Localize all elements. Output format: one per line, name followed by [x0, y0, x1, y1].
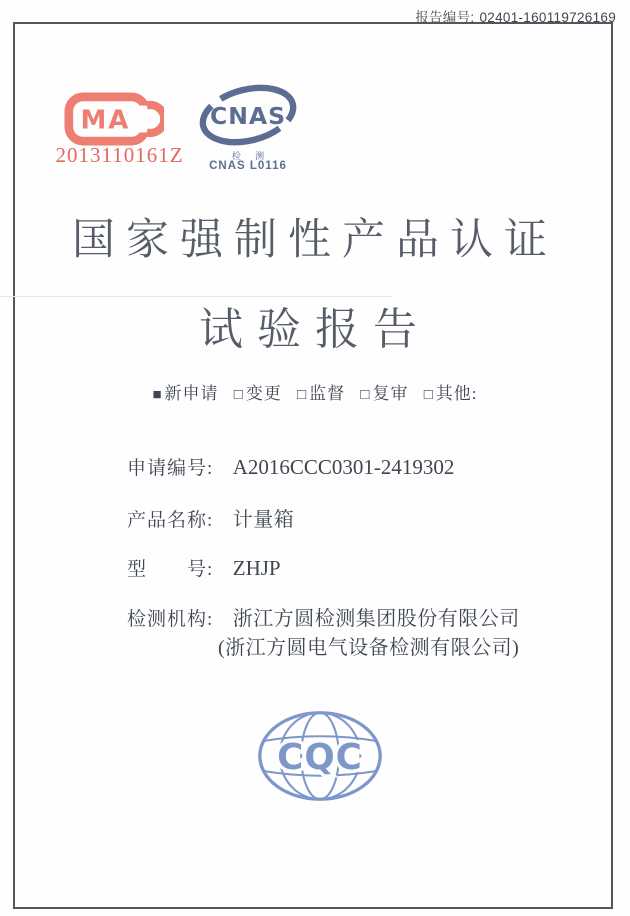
checkbox-empty-icon: □	[423, 387, 434, 403]
checkbox-review	[360, 384, 408, 403]
cnas-caption: 检 测	[231, 151, 271, 161]
cnas-accreditation-number: CNAS L0116	[209, 160, 287, 172]
field-label: 检测机构:	[127, 609, 214, 630]
checkbox-supervision	[297, 384, 345, 403]
checkbox-other	[424, 384, 478, 403]
field-label: 申请编号:	[127, 458, 214, 479]
page-title-line2: 试验报告	[199, 305, 431, 354]
checkbox-label: 新申请	[164, 384, 219, 403]
field-label: 产品名称:	[127, 510, 214, 531]
application-type-checkboxes	[0, 379, 630, 404]
checkbox-empty-icon: □	[297, 387, 308, 403]
field-model	[127, 554, 281, 581]
field-value: 计量箱	[232, 509, 295, 531]
field-value: ZHJP	[232, 556, 281, 580]
checkbox-label: 其他:	[435, 384, 478, 403]
cnas-mark-icon	[197, 84, 299, 148]
checkbox-filled-icon: ■	[152, 387, 163, 403]
field-value: A2016CCC0301-2419302	[232, 455, 455, 479]
cma-mark-icon	[64, 91, 164, 147]
field-test-organization	[127, 602, 520, 631]
svg-text:MA: MA	[80, 105, 131, 136]
page-title-line1: 国家强制性产品认证	[72, 217, 558, 264]
checkbox-change	[234, 384, 282, 403]
checkbox-empty-icon: □	[233, 387, 244, 403]
field-value: 浙江方圆检测集团股份有限公司	[232, 608, 520, 630]
field-product-name	[127, 503, 294, 532]
cqc-logo-icon	[256, 709, 384, 808]
checkbox-label: 监督	[309, 384, 346, 403]
cnas-logo-icon	[197, 84, 299, 153]
cqc-globe-icon	[256, 709, 384, 803]
field-application-number	[127, 453, 454, 480]
report-number-label: 报告编号:	[415, 10, 475, 25]
report-number-value: 02401-160119726169	[479, 10, 616, 25]
field-test-organization-line2: (浙江方圆电气设备检测有限公司)	[218, 637, 520, 659]
checkbox-empty-icon: □	[360, 387, 371, 403]
checkbox-new-application	[152, 384, 218, 403]
svg-text:CNAS: CNAS	[210, 101, 286, 130]
cma-license-number: 2013110161Z	[55, 143, 184, 167]
field-label: 型 号:	[127, 559, 214, 580]
svg-text:CQC: CQC	[277, 737, 363, 779]
checkbox-label: 复审	[372, 384, 409, 403]
checkbox-label: 变更	[245, 384, 282, 403]
